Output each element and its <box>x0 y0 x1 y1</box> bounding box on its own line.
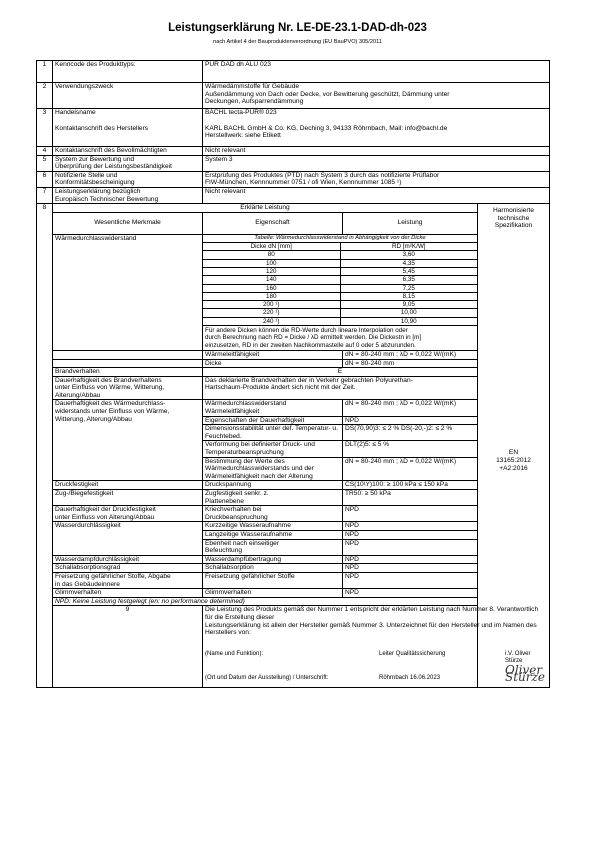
spec-cell: EN 13165:2012 +A2:2016 <box>478 234 550 688</box>
thermal-merkmal: Wärmedurchlasswiderstand <box>53 234 203 350</box>
col-eigenschaft: Eigenschaft <box>203 212 343 234</box>
thermal-resistance-row <box>37 234 550 350</box>
thermal-note: Für andere Dicken können die RD-Werte durch lineare Interpolation oder durch Berechnung nach RD = Dicke / λD ermittelt werden. Die Dickestn in [m] einzusetzen, RD in der zweiten Nachkommastelle auf 0 oder 5 abzurunden. <box>205 327 422 349</box>
row-8-header: 8 Erklärte Leistung Harmonisierte technische Spezifikation <box>37 204 550 213</box>
water-row-3: Ebenheit nach einseitiger Befeuchtung NPD <box>37 539 550 555</box>
sign-name-line: (Name und Funktion): Leiter Qualitätssicherung i.V. Oliver Stürze <box>205 650 531 665</box>
thermal-value-row <box>203 292 477 300</box>
thermal-value-row <box>203 284 477 292</box>
row-1-label: Kenncode des Produkttyps: <box>53 61 203 83</box>
thermal-thickness: 140 <box>203 276 340 284</box>
row-2: 2 Verwendungszweck Wärmedämmstoffe für Gebäude Außendämmung von Dach oder Decke, vor Bewitterung geschützt, Dämmung unter Deckungen, Aufsparrendämmung <box>37 83 550 109</box>
glow-row: Glimmverhalten Glimmverhalten NPD <box>37 589 550 598</box>
declaration-table <box>36 60 550 688</box>
npd-note-row <box>37 597 550 606</box>
thermal-value-row <box>203 301 477 309</box>
row-2-value: Wärmedämmstoffe für Gebäude Außendämmung von Dach oder Decke, vor Bewitterung geschützt, Dämmung unter Deckungen, Aufsparrendämmung <box>203 83 550 109</box>
thermal-resistance: 8,15 <box>340 292 477 300</box>
row-7-value: Nicht relevant <box>203 187 550 203</box>
thermal-resistance: 5,45 <box>340 267 477 275</box>
thermal-resistance: 7,25 <box>340 284 477 292</box>
row-3-label: Handelsname Kontaktanschrift des Herstellers <box>53 109 203 147</box>
lambda-row: Wärmeleitfähigkeit dN = 80-240 mm ; λD = 0,022 W/(mK) <box>37 350 550 359</box>
declared-performance-heading: Erklärte Leistung <box>53 204 478 213</box>
thermal-thickness: 200 ¹) <box>203 301 340 309</box>
fire-durability-row: Dauerhaftigkeit des Brandverhaltens unter Einfluss von Wärme, Witterung, Alterung/Abbau Das deklarierte Brandverhalten der in Verkehr gebrachten Polyurethan- Hartschaum-Produkte ändert sich nicht mit der Zeit. <box>37 376 550 400</box>
row-5-label: System zur Bewertung und Überprüfung der Leistungsbeständigkeit <box>53 155 203 171</box>
row-1-value: PUR DAD dh ALU 023 <box>203 61 550 83</box>
thermal-value-row <box>203 259 477 267</box>
thermal-resistance: 9,05 <box>340 301 477 309</box>
thermal-resistance: 10,90 <box>340 317 477 325</box>
row-5-value: System 3 <box>203 155 550 171</box>
water-row-1: Wasserdurchlässigkeit Kurzzeitige Wasseraufnahme NPD <box>37 522 550 531</box>
document-subtitle: nach Artikel 4 der Bauproduktenverordnung (EU BauPVO) 305/2011 <box>213 39 382 45</box>
row-1: 1 Kenncode des Produkttyps: PUR DAD dh ALU 023 <box>37 61 550 83</box>
row-2-label: Verwendungszweck <box>53 83 203 109</box>
thermal-durability-row-1: Dauerhaftigkeit des Wärmedurchlass- widerstands unter Einfluss von Wärme, Witterung, Alterung/Abbau Wärmedurchlasswiderstand Wärmeleitfähigkeit dN = 80-240 mm ; λD = 0,022 W/(mK) <box>37 400 550 416</box>
thermal-durability-row-5: Bestimmung der Werte des Wärmedurchlasswiderstands und der Wärmeleitfähigkeit nach der Alterung dN = 80-240 mm ; λD = 0,022 W/(mK) <box>37 457 550 481</box>
row-5: 5 System zur Bewertung und Überprüfung der Leistungsbeständigkeit System 3 <box>37 155 550 171</box>
row-4-label: Kontaktanschrift des Bevollmächtigten <box>53 147 203 156</box>
row-4: 4 Kontaktanschrift des Bevollmächtigten Nicht relevant <box>37 147 550 156</box>
compr-durability-row: Dauerhaftigkeit der Druckfestigkeit unter Einfluss von Alterung/Abbau Kriechverhalten bei Druckbeanspruchung NPD <box>37 506 550 522</box>
thermal-value-row <box>203 317 477 325</box>
sign-place-line: (Ort und Datum der Ausstellung) / Unterschrift: Röhrnbach 16.06.2023 Oliver Stürze <box>205 675 547 685</box>
col-merkmale: Wesentliche Merkmale <box>53 212 203 234</box>
thermal-resistance: 10,00 <box>340 309 477 317</box>
thermal-value-row <box>203 251 477 259</box>
thermal-thickness: 240 ¹) <box>203 317 340 325</box>
vapour-row: Wasserdampfdurchlässigkeit Wasserdampfübertragung NPD <box>37 555 550 564</box>
thermal-thickness: 120 <box>203 267 340 275</box>
thermal-thickness: 80 <box>203 251 340 259</box>
thermal-thickness: 100 <box>203 259 340 267</box>
dicke-row: Dicke dN = 80-240 mm <box>37 359 550 368</box>
row-6-label: Notifizierte Stelle und Konformitätsbescheinigung <box>53 171 203 187</box>
thermal-value-row <box>203 309 477 317</box>
document-title: Leistungserklärung Nr. LE-DE-23.1-DAD-dh-023 <box>168 22 427 34</box>
thermal-table-title: Tabelle: Wärmedurchlasswiderstand in Abhängigkeit von der Dicke <box>203 235 477 243</box>
thermal-table <box>203 235 477 350</box>
thermal-col-dicke: Dicke dN [mm] <box>203 243 340 251</box>
thermal-rows <box>203 251 477 326</box>
fire-row: Brandverhalten E <box>37 368 550 377</box>
thermal-col-rd: RD [m²K/W] <box>340 243 477 251</box>
thermal-thickness: 220 ¹) <box>203 309 340 317</box>
npd-note: NPD: Keine Leistung festgelegt (en: no performance determined) <box>53 597 550 606</box>
row-6-value: Erstprüfung des Produktes (PTD) nach System 3 durch das notifizierte Prüflabor FIW-München, Kennnummer 0751 / ofi Wien, Kennnummer 1085 ¹) <box>203 171 550 187</box>
thermal-value-row <box>203 276 477 284</box>
signature: Oliver Stürze <box>505 662 545 685</box>
thermal-durability-row-2: Eigenschaften der Dauerhaftigkeit NPD <box>37 416 550 425</box>
thermal-thickness: 160 <box>203 284 340 292</box>
thermal-resistance: 4,35 <box>340 259 477 267</box>
thermal-resistance: 3,60 <box>340 251 477 259</box>
row-4-value: Nicht relevant <box>203 147 550 156</box>
row-3-value: BACHL tecta-PUR® 023 KARL BACHL GmbH & Co. KG, Deching 3, 94133 Röhrnbach, Mail: info@bachl.de Herstellwerk: siehe Etikett <box>203 109 550 147</box>
row-3: 3 Handelsname Kontaktanschrift des Herstellers BACHL tecta-PUR® 023 KARL BACHL GmbH & Co. KG, Deching 3, 94133 Röhrnbach, Mail: info@bachl.de Herstellwerk: siehe Etikett <box>37 109 550 147</box>
thermal-durability-row-3: Dimensionsstabilität unter def. Temperatur- u. Feuchtebed. DS(70,90)3: ≤ 2 % DS(-20,-)2: ≤ 2 % <box>37 425 550 441</box>
hazard-row: Freisetzung gefährlicher Stoffe, Abgabe in das Gebäudeinnere Freisetzung gefährlicher Stoffe NPD <box>37 572 550 588</box>
row-7-label: Leistungserklärung bezüglich Europäisch Technischer Bewertung <box>53 187 203 203</box>
column-headers <box>37 212 550 234</box>
compressive-row: Druckfestigkeit Druckspannung CS(10\Y)100: ≥ 100 kPa ≤ 150 kPa <box>37 481 550 490</box>
row-7: 7 Leistungserklärung bezüglich Europäisch Technischer Bewertung Nicht relevant <box>37 187 550 203</box>
thermal-thickness: 180 <box>203 292 340 300</box>
thermal-value-row <box>203 267 477 275</box>
col-leistung: Leistung <box>343 212 478 234</box>
thermal-resistance: 6,35 <box>340 276 477 284</box>
thermal-durability-row-4: Verformung bei definierter Druck- und Temperaturbeanspruchung DLT(2)5: ≤ 5 % <box>37 441 550 457</box>
row-6: 6 Notifizierte Stelle und Konformitätsbescheinigung Erstprüfung des Produktes (PTD) nach System 3 durch das notifizierte Prüflabor FIW-München, Kennnummer 0751 / ofi Wien, Kennnummer 1085 ¹) <box>37 171 550 187</box>
spec-header: Harmonisierte technische Spezifikation <box>478 204 550 235</box>
row-9: 9 Die Leistung des Produkts gemäß der Nummer 1 entspricht der erklärten Leistung nach Nummer 8. Verantwortlich für die Erstellung dieser Leistungserklärung ist allein der Hersteller gemäß Nummer 3. Unterzeichnet für den Hersteller und im Namen des Herstellers von: (Name und Funktion): Leiter Qualitätssicherung i.V. Oliver Stürze (Ort und Datum der Ausstellung) / Unterschrift: Röhrnbach 16.06.2023 Oliver Stürze <box>37 606 550 688</box>
tensile-row: Zug-/Biegefestigkeit Zugfestigkeit senkr. z. Plattenebene TR50: ≥ 50 kPa <box>37 490 550 506</box>
water-row-2: Langzeitige Wasseraufnahme NPD <box>37 530 550 539</box>
sound-row: Schallabsorptionsgrad Schallabsorption NPD <box>37 564 550 573</box>
